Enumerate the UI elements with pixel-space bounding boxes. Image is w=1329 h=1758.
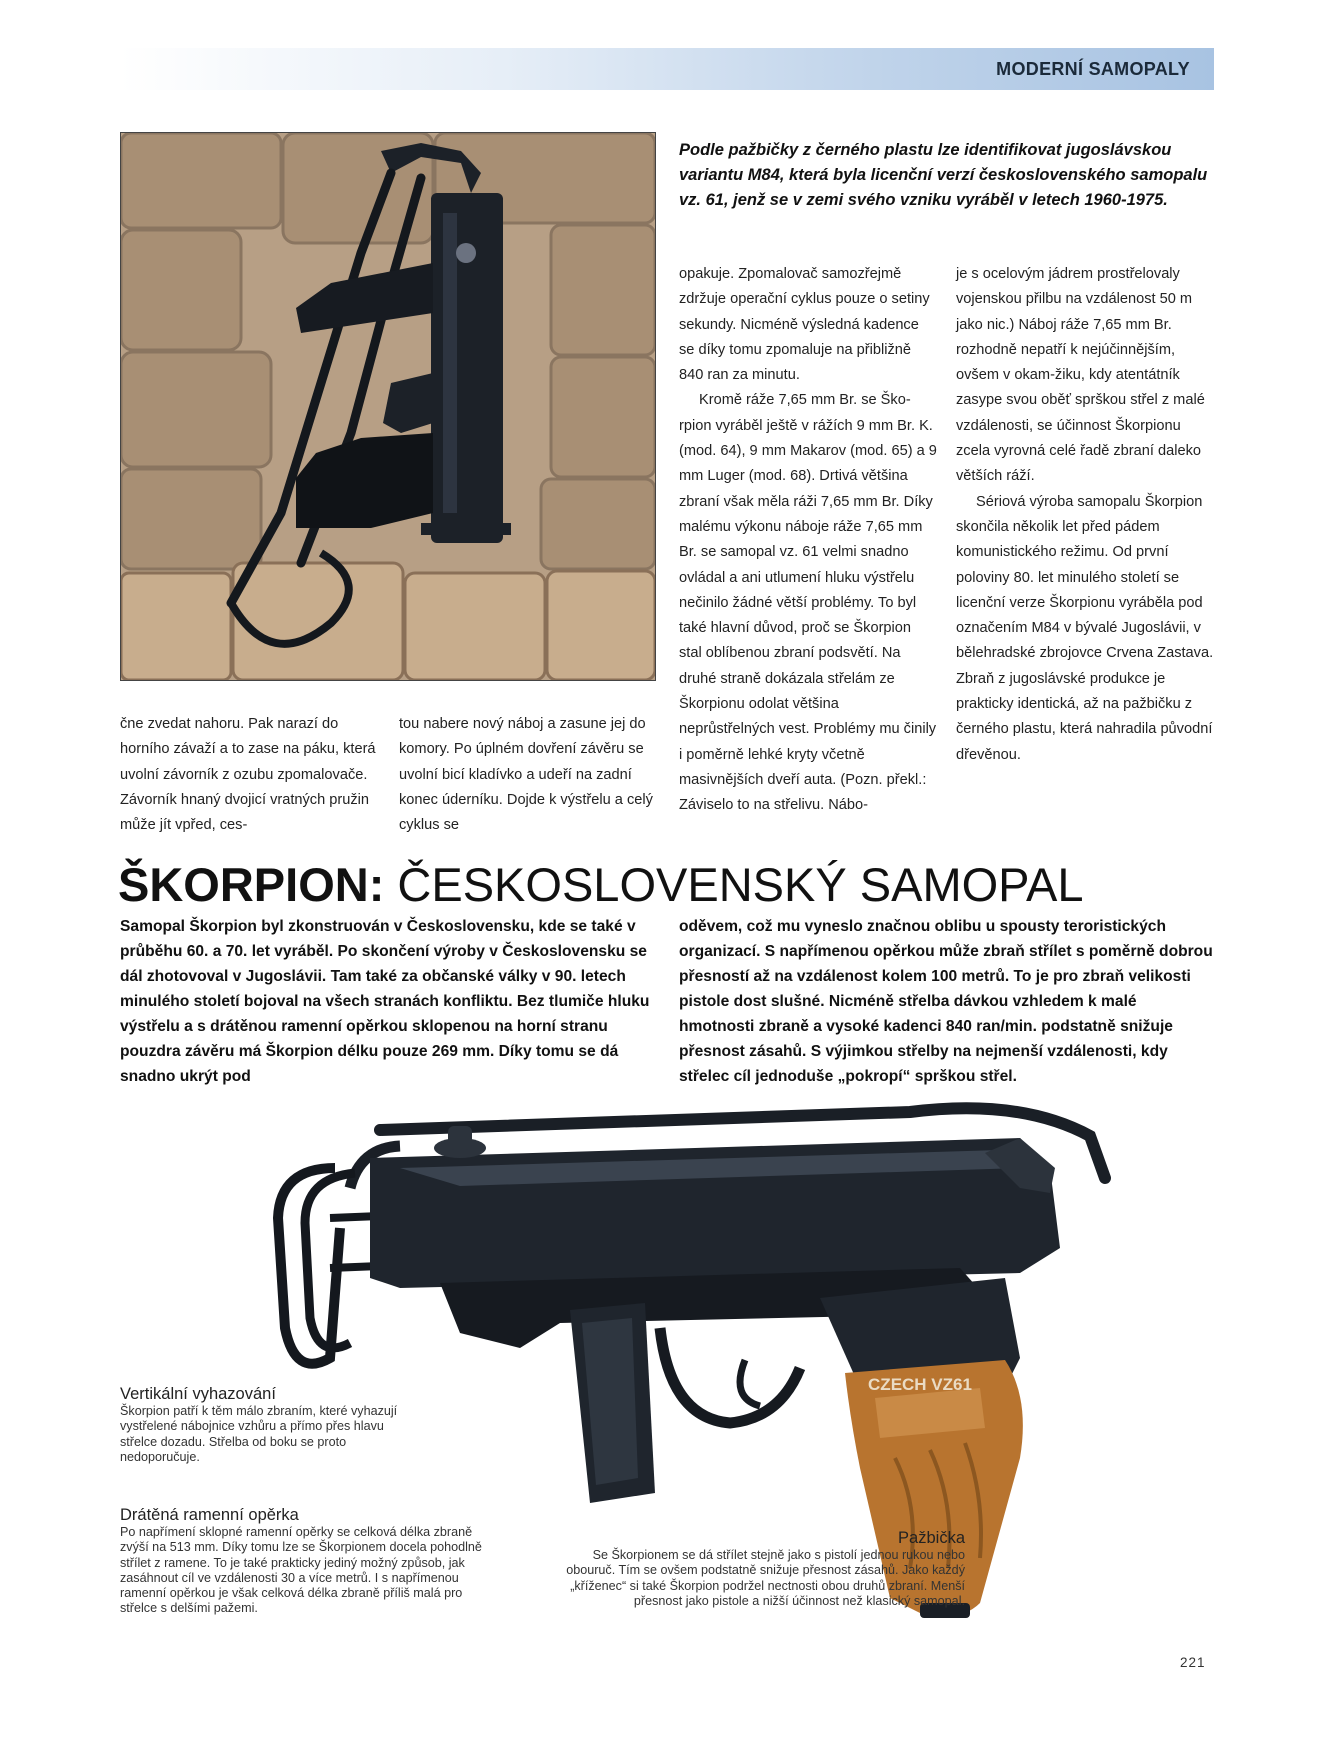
m84-photo — [120, 132, 656, 681]
paragraph: tou nabere nový náboj a zasune jej do komory. Po úplném dovření závěru se uvolní bicí kladívko a udeří na zadní konec úderníku. Dojde k výstřelu a celý cyklus se — [399, 716, 653, 834]
page-number: 221 — [1180, 1655, 1206, 1670]
lead-text-left: Samopal Škorpion byl zkonstruován v Československu, kde se také v průběhu 60. a 70. let vyráběl. Po skončení výroby v Československu se dál zhotovoval v Jugoslávii. Tam také za občanské války v 90. letech minulého století bojoval na všech stranách konfliktu. Bez tlumiče hluku výstřelu a s drátěnou ramenní opěrkou sklopenou na horní stranu pouzdra závěru má Škorpion délku pouze 269 mm. Díky tomu se dá snadno ukrýt pod — [120, 918, 650, 1085]
paragraph: je s ocelovým jádrem prostřelovaly vojenskou přilbu na vzdálenost 50 m jako nic.) Náboj ráže 7,65 mm Br. rozhodně nepatří k nejúčinnějším, ovšem v okam-žiku, kdy atentátník zasype svou oběť sprškou střel z malé vzdálenosti, se účinnost Škorpionu zcela vyrovná celé řadě zbraní daleko větších ráží. — [956, 266, 1205, 485]
paragraph: Sériová výroba samopalu Škorpion skončila několik let před pádem komunistického režimu. Od první poloviny 80. let minulého století se licenční verze Škorpionu vyráběla pod označením M84 v bývalé Jugoslávii, v bělehradské zbrojovce Crvena Zastava. Zbraň z jugoslávské produkce je prakticky identická, až na pažbičku z černého plastu, která nahradila původní dřevěnou. — [956, 493, 1214, 763]
section-title: MODERNÍ SAMOPALY — [996, 59, 1190, 79]
text-column-2 — [399, 712, 657, 838]
paragraph: opakuje. Zpomalovač samozřejmě zdržuje operační cyklus pouze o setiny sekundy. Nicméně výsledná kadence se díky tomu zpomaluje na přibližně 840 ran za minutu. — [679, 266, 930, 384]
article-heading — [118, 858, 1084, 912]
callout-text: Po napřímení sklopné ramenní opěrky se celková délka zbraně zvýší na 513 mm. Díky tomu lze se Škorpionem docela pohodlně střílet z ramene. To je také prakticky jediný možný způsob, jak zasáhnout cíl ve vzdálenosti 30 a více metrů. I s napřímenou ramenní opěrkou je však celková délka zbraně příliš malá pro střelce s delšími pažemi. — [120, 1525, 482, 1616]
photo-caption: Podle pažbičky z černého plastu lze identifikovat jugoslávskou variantu M84, která byla licenční verzí československého samopalu vz. 61, jenž se v zemi svého vzniku vyráběl v letech 1960-1975. — [679, 141, 1208, 209]
gun-marking: CZECH VZ61 — [868, 1375, 972, 1394]
callout-grip — [565, 1528, 965, 1609]
paragraph: Kromě ráže 7,65 mm Br. se Škorpion vyráběl ještě v rážích 9 mm Br. K. (mod. 64), 9 mm Makarov (mod. 65) a 9 mm Luger (mod. 68). Drtivá většina zbraní však měla ráži 7,65 mm Br. Díky malému výkonu náboje ráže 7,65 mm Br. se samopal vz. 61 velmi snadno ovládal a ani utlumení hluku výstřelu nečinilo žádné větší problémy. To byl také hlavní důvod, proč se Škorpion stal oblíbenou zbraní podsvětí. Na druhé straně dokázala střelám ze Škorpionu odolat většina neprůstřelných vest. Problémy mu činily i poměrně lehké kryty včetně masivnějších dveří auta. (Pozn. překl.: Záviselo to na střelivu. Nábo- — [679, 392, 937, 814]
heading-light-part: ČESKOSLOVENSKÝ SAMOPAL — [384, 858, 1084, 911]
callout-text: Se Škorpionem se dá střílet stejně jako s pistolí jednou rukou nebo obouruč. Tím se ovšem podstatně snižuje přesnost zásahů. Jako každý „kříženec“ si také Škorpion podržel nectnosti obou druhů zbraní. Menší přesnost jako pistole a nižší účinnost než klasický samopal. — [566, 1548, 965, 1608]
text-column-1 — [120, 712, 378, 838]
callout-title: Pažbička — [898, 1529, 965, 1547]
paragraph: čne zvedat nahoru. Pak narazí do horního závaží a to zase na páku, která uvolní závorník z ozubu zpomalovače. Závorník hnaný dvojicí vratných pružin může jít vpřed, ces- — [120, 716, 376, 834]
section-header-band — [120, 48, 1214, 90]
text-column-3 — [679, 262, 937, 819]
callout-title: Vertikální vyhazování — [120, 1385, 276, 1403]
callout-title: Drátěná ramenní opěrka — [120, 1506, 299, 1524]
text-column-4 — [956, 262, 1214, 768]
callout-text: Škorpion patří k těm málo zbraním, které vyhazují vystřelené nábojnice vzhůru a přímo přes hlavu střelce dozadu. Střelba od boku se proto nedoporučuje. — [120, 1404, 398, 1464]
callout-vertical-ejection — [120, 1384, 410, 1465]
callout-wire-stock — [120, 1505, 490, 1617]
heading-bold-part: ŠKORPION: — [118, 858, 385, 911]
lead-text-right: oděvem, což mu vyneslo značnou oblibu u spousty teroristických organizací. S napřímenou opěrkou může zbraň střílet s poměrně dobrou přesností až na vzdálenost kolem 100 metrů. To je pro zbraň velikosti pistole dost slušné. Nicméně střelba dávkou vzhledem k malé hmotnosti zbraně a vysoké kadenci 840 ran/min. podstatně snižuje přesnost zásahů. S výjimkou střelby na nejmenší vzdálenosti, kdy střelec cíl jednoduše „pokropí“ sprškou střel. — [679, 918, 1213, 1085]
m84-photo-illustration — [121, 133, 655, 680]
